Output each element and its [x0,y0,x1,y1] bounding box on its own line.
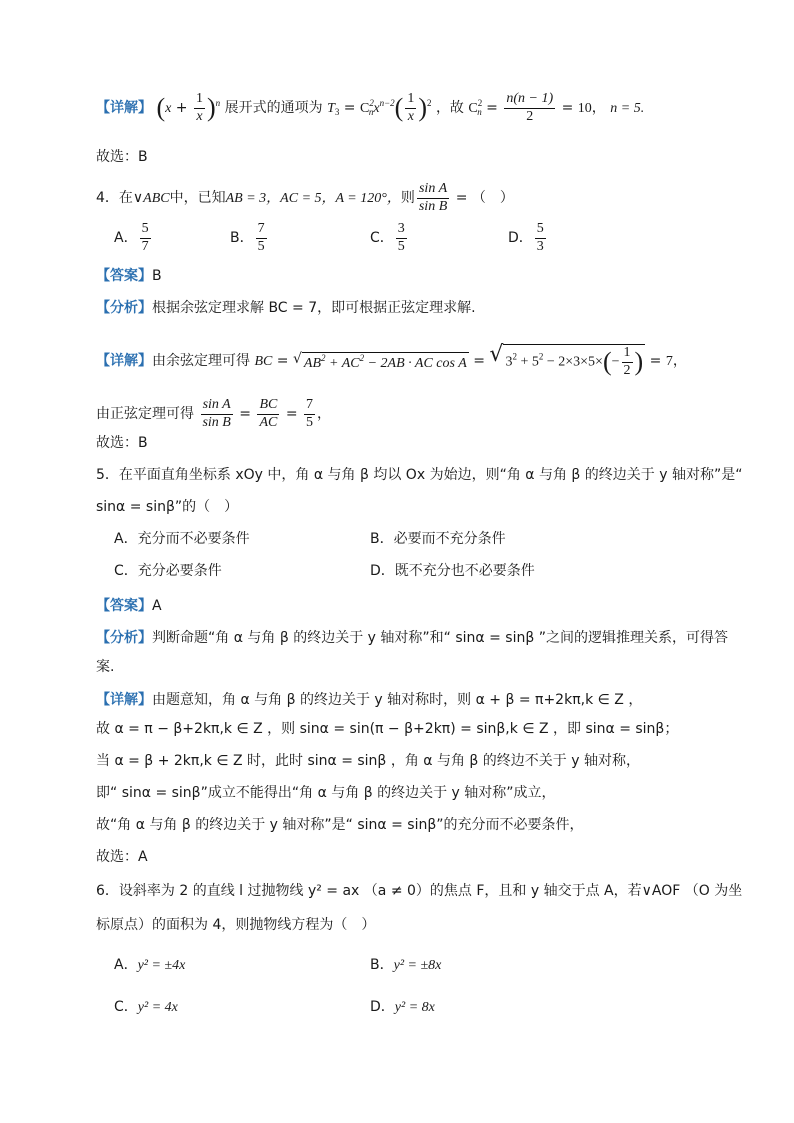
q3-choose: 故选：B [96,149,148,165]
q6-option-b[interactable]: B．y² = ±8x [370,957,442,973]
q4-answer: 【答案】B [96,267,162,284]
q3-detail-line: 【详解】 (x + $\frac{1}{x}$ )$^n$ 展开式的通项为 $T_3 = C^2_nx^{n-2}$( $\frac{1}{x}$ )$^2$ ，故 $C^2_n$ = $\frac{n(n - 1)}{2}$ = 10， n = 5. [96,91,645,124]
q5-detail-1: 【详解】由题意知，角 α 与角 β 的终边关于 y 轴对称时，则 α + β = π+2kπ,k ∈ Z ， [96,691,643,708]
q4-stem: 4．在∨ABC中，已知AB = 3，AC = 5，A = 120°，则 $\frac{\text{sin A}}{\text{sin B}}$ = （ ） [96,181,514,214]
q4-option-b[interactable]: B． $\frac{7}{5}$ [230,221,265,254]
q5-analysis-1: 【分析】判断命题“角 α 与角 β 的终边关于 y 轴对称”和“ sinα = sinβ ”之间的逻辑推理关系，可得答 [96,629,728,646]
q5-option-a[interactable]: A．充分而不必要条件 [114,531,250,547]
q5-detail-3: 当 α = β + 2kπ,k ∈ Z 时，此时 sinα = sinβ ，角 α 与角 β 的终边不关于 y 轴对称， [96,753,640,769]
q4-detail-1: 【详解】由余弦定理可得 BC = √ $AB^2 + AC^2 - 2AB$ · AC cos A = √ $3^2 + 5^2 - 2\times 3\times 5\times(-$ $\frac{1}{2}$ ) = 7， [96,342,687,378]
q4-detail-2: 由正弦定理可得 $\frac{\text{sin A}}{\text{sin B}}$ = $\frac{BC}{AC}$ = $\frac{7}{5}$ ， [96,397,332,430]
q6-option-d[interactable]: D．y² = 8x [370,999,435,1015]
q6-option-c[interactable]: C．y² = 4x [114,999,178,1015]
q4-option-c[interactable]: C． $\frac{3}{5}$ [370,221,405,254]
q5-stem-1: 5．在平面直角坐标系 xOy 中，角 α 与角 β 均以 Ox 为始边，则“角 α 与角 β 的终边关于 y 轴对称”是“ [96,467,743,483]
q5-option-c[interactable]: C．充分必要条件 [114,563,222,579]
q5-stem-2: sinα = sinβ”的（ ） [96,499,239,515]
q3-result: n = 5. [610,101,645,117]
q5-answer: 【答案】A [96,597,162,614]
q4-option-d[interactable]: D． $\frac{5}{3}$ [508,221,544,254]
q6-option-a[interactable]: A．y² = ±4x [114,957,186,973]
q4-analysis: 【分析】根据余弦定理求解 BC = 7，即可根据正弦定理求解. [96,299,476,316]
q5-option-d[interactable]: D．既不充分也不必要条件 [370,563,535,579]
q5-analysis-2: 案. [96,659,115,675]
q6-stem-2: 标原点）的面积为 4，则抛物线方程为（ ） [96,917,376,933]
q4-choose: 故选：B [96,435,148,451]
q4-option-a[interactable]: A． $\frac{5}{7}$ [114,221,149,254]
q5-detail-2: 故 α = π − β+2kπ,k ∈ Z ，则 sinα = sin(π − β+2kπ) = sinβ,k ∈ Z ，即 sinα = sinβ； [96,721,679,737]
q5-detail-5: 故“角 α 与角 β 的终边关于 y 轴对称”是“ sinα = sinβ”的充分而不必要条件， [96,817,584,833]
q3-detail-text: 展开式的通项为 [224,100,323,117]
q6-stem-1: 6．设斜率为 2 的直线 l 过抛物线 y² = ax （a ≠ 0）的焦点 F，且和 y 轴交于点 A，若∨AOF （O 为坐 [96,883,743,899]
q5-choose: 故选：A [96,849,148,865]
detail-label: 【详解】 [96,99,152,116]
q5-option-b[interactable]: B．必要而不充分条件 [370,531,506,547]
fraction: $\frac{1}{x}$ [195,91,203,124]
q5-detail-4: 即“ sinα = sinβ”成立不能得出“角 α 与角 β 的终边关于 y 轴对称”成立， [96,785,556,801]
